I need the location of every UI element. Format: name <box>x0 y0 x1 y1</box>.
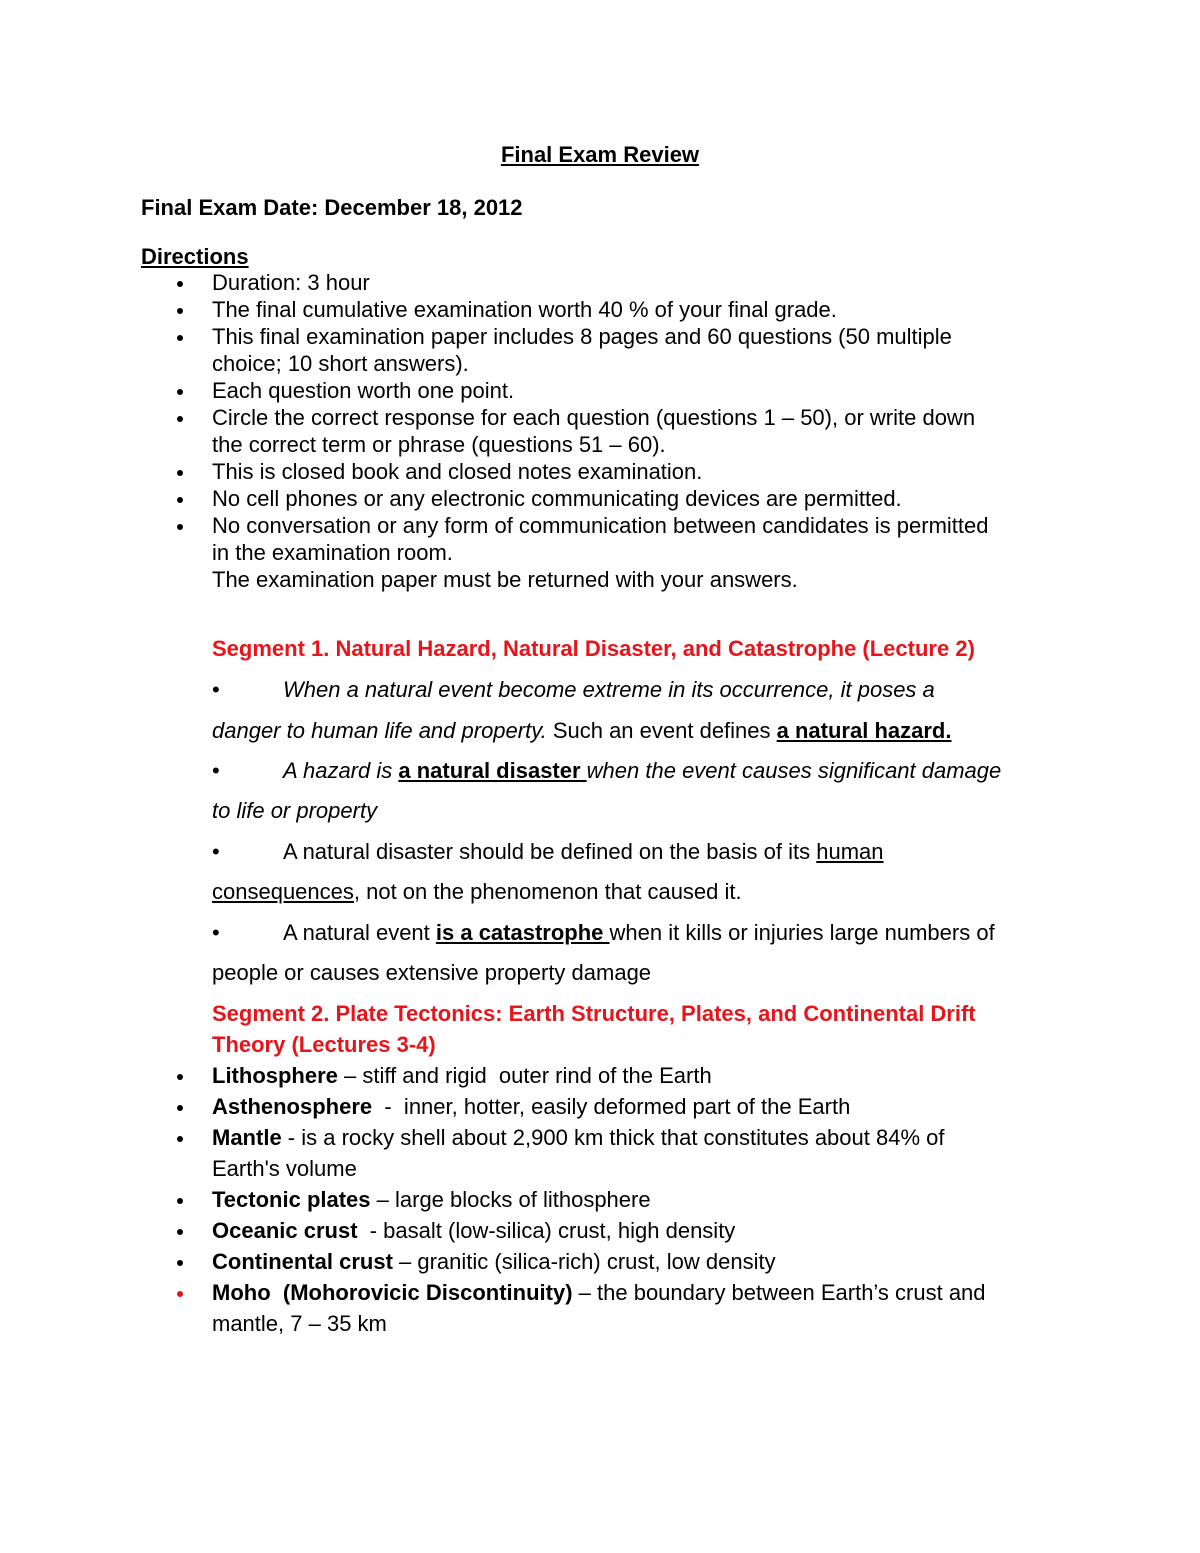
bullet-icon <box>177 470 183 476</box>
list-item <box>212 1282 986 1304</box>
term-definition: - basalt (low-silica) crust, high density <box>357 1218 736 1243</box>
list-item-continuation: the correct term or phrase (questions 51 – 60). <box>212 432 666 457</box>
segment1-item2-line1 <box>283 760 1001 782</box>
segment2-heading-line1: Segment 2. Plate Tectonics: Earth Structure, Plates, and Continental Drift <box>212 1001 976 1026</box>
bullet-icon <box>177 1074 183 1080</box>
segment1-item2-line2: to life or property <box>212 798 378 823</box>
document-title: Final Exam Review <box>500 142 700 167</box>
list-item <box>212 1096 850 1118</box>
bullet-icon <box>177 524 183 530</box>
segment1-heading: Segment 1. Natural Hazard, Natural Disaster, and Catastrophe (Lecture 2) <box>212 636 975 661</box>
bullet-icon <box>177 389 183 395</box>
list-item <box>212 1127 944 1149</box>
segment1-item4-line1 <box>283 922 995 944</box>
list-item: Each question worth one point. <box>212 378 515 403</box>
segment2-heading-line2: Theory (Lectures 3-4) <box>212 1032 436 1057</box>
segment1-item4-post: when it kills or injuries large numbers of <box>609 920 995 945</box>
segment1-item4-pre: A natural event <box>283 920 436 945</box>
list-item-continuation: The examination paper must be returned with your answers. <box>212 567 798 592</box>
term-definition: – granitic (silica-rich) crust, low density <box>392 1249 776 1274</box>
list-item-continuation: Earth's volume <box>212 1156 357 1181</box>
segment1-item1-line1: When a natural event become extreme in its occurrence, it poses a <box>283 677 935 702</box>
list-item <box>212 1065 712 1087</box>
list-item: No cell phones or any electronic communicating devices are permitted. <box>212 486 902 511</box>
bullet-icon <box>177 308 183 314</box>
term-asthenosphere: Asthenosphere <box>212 1094 373 1119</box>
segment1-item3-pre: A natural disaster should be defined on the basis of its <box>283 839 817 864</box>
list-item: Duration: 3 hour <box>212 270 370 295</box>
list-item-continuation: choice; 10 short answers). <box>212 351 469 376</box>
list-item <box>212 1251 776 1273</box>
term-definition: – the boundary between Earth’s crust and <box>572 1280 986 1305</box>
directions-heading: Directions <box>141 244 249 269</box>
segment1-item1-plain: Such an event defines <box>546 718 777 743</box>
term-definition: - is a rocky shell about 2,900 km thick that constitutes about 84% of <box>281 1125 945 1150</box>
segment1-item2-post: when the event causes significant damage <box>586 758 1002 783</box>
list-item: The final cumulative examination worth 40 % of your final grade. <box>212 297 837 322</box>
term-oceanic-crust: Oceanic crust <box>212 1218 358 1243</box>
term-definition: – large blocks of lithosphere <box>370 1187 651 1212</box>
segment1-item2-pre: A hazard is <box>283 758 399 783</box>
natural-hazard-term: a natural hazard. <box>776 718 952 743</box>
list-item-continuation: mantle, 7 – 35 km <box>212 1311 387 1336</box>
bullet-icon <box>177 1198 183 1204</box>
bullet-icon <box>177 1105 183 1111</box>
term-tectonic-plates: Tectonic plates <box>212 1187 371 1212</box>
bullet-icon: • <box>212 839 220 864</box>
catastrophe-term: is a catastrophe <box>435 920 610 945</box>
bullet-icon: • <box>212 677 220 702</box>
bullet-icon <box>177 1136 183 1142</box>
bullet-icon <box>177 281 183 287</box>
bullet-icon <box>177 1291 183 1297</box>
term-moho: Moho (Mohorovicic Discontinuity) <box>212 1280 573 1305</box>
segment1-item3-post: , not on the phenomenon that caused it. <box>353 879 742 904</box>
segment1-item4-line2: people or causes extensive property damage <box>212 960 652 985</box>
human-term: human <box>816 839 884 864</box>
bullet-icon: • <box>212 758 220 783</box>
bullet-icon <box>177 335 183 341</box>
list-item-continuation: in the examination room. <box>212 540 453 565</box>
segment1-item3-line1 <box>283 841 884 863</box>
list-item <box>212 1220 735 1242</box>
segment1-item1-italic: danger to human life and property. <box>212 718 547 743</box>
segment1-item3-line2 <box>212 881 742 903</box>
consequences-term: consequences <box>212 879 354 904</box>
bullet-icon <box>177 497 183 503</box>
list-item: This is closed book and closed notes examination. <box>212 459 703 484</box>
natural-disaster-term: a natural disaster <box>398 758 587 783</box>
list-item: Circle the correct response for each question (questions 1 – 50), or write down <box>212 405 976 430</box>
term-definition: - inner, hotter, easily deformed part of the Earth <box>372 1094 851 1119</box>
term-lithosphere: Lithosphere <box>212 1063 338 1088</box>
bullet-icon <box>177 416 183 422</box>
exam-date: Final Exam Date: December 18, 2012 <box>141 195 523 220</box>
segment1-item1-line2 <box>212 720 951 742</box>
term-continental-crust: Continental crust <box>212 1249 393 1274</box>
bullet-icon: • <box>212 920 220 945</box>
list-item: No conversation or any form of communication between candidates is permitted <box>212 513 989 538</box>
list-item: This final examination paper includes 8 pages and 60 questions (50 multiple <box>212 324 952 349</box>
list-item <box>212 1189 651 1211</box>
term-mantle: Mantle <box>212 1125 282 1150</box>
term-definition: – stiff and rigid outer rind of the Earth <box>337 1063 712 1088</box>
bullet-icon <box>177 1260 183 1266</box>
bullet-icon <box>177 1229 183 1235</box>
